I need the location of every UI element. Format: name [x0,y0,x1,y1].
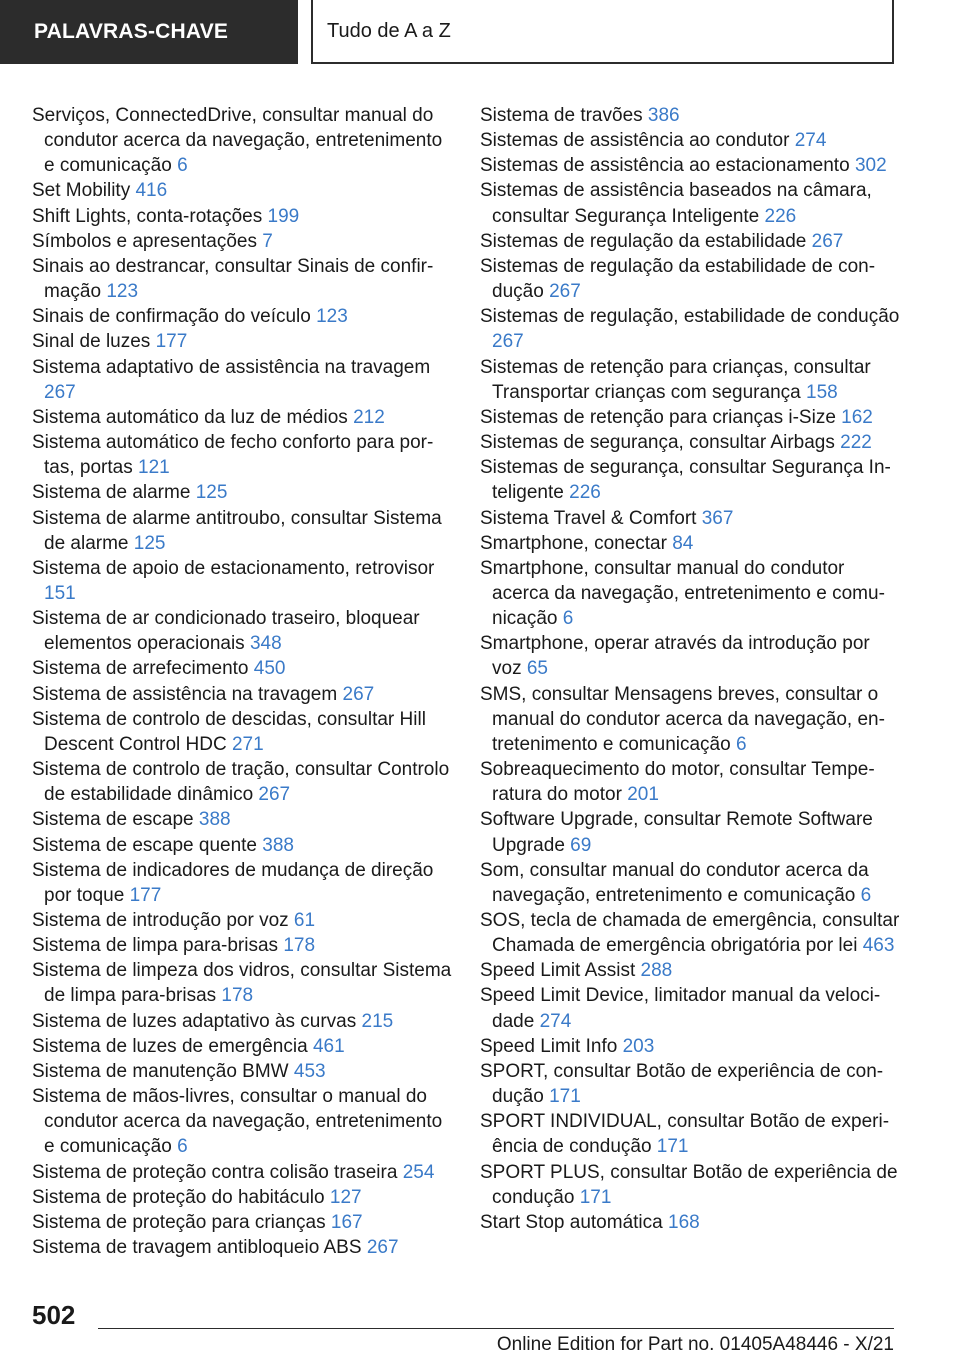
index-entry [32,656,452,681]
index-term: Smartphone, consultar manual do condutor acerca da navegação, entretenimento e comunicação [480,557,885,630]
index-entry [32,958,452,1008]
index-term: Sistema de manutenção BMW [32,1060,289,1082]
index-term: Sistema de introdução por voz [32,910,289,931]
page-reference-link[interactable]: 168 [668,1211,700,1233]
page-reference-link[interactable]: 201 [627,784,659,806]
index-entry [480,455,900,505]
index-entry [480,858,900,908]
page-reference-link[interactable]: 212 [353,406,385,428]
index-term: Sistema de alarme antitroubo, consultar Sistema de alarme [32,507,442,554]
index-entry [480,682,900,757]
index-entry [480,1109,900,1159]
section-title: PALAVRAS-CHAVE [34,20,229,43]
page-reference-link[interactable]: 267 [811,230,844,252]
page-reference-link[interactable]: 226 [764,205,797,227]
index-entry [32,254,452,304]
page-reference-link[interactable]: 6 [177,1136,188,1158]
page-reference-link[interactable]: 167 [330,1211,363,1233]
index-column-left [32,103,452,1260]
page-reference-link[interactable]: 271 [231,733,264,755]
page-reference-link[interactable]: 84 [672,532,694,554]
index-term: Sinais ao destrancar, consultar Sinais de confirmação [32,255,434,303]
index-term: Sistemas de regulação da estabilidade de condução [480,255,876,303]
page-reference-link[interactable]: 6 [735,733,747,755]
index-term: Sistema de indicadores de mudança de direção por toque [32,859,434,906]
index-entry [32,933,452,958]
index-entry [32,204,452,229]
index-entry [32,1185,452,1210]
page-reference-link[interactable]: 7 [262,230,273,252]
index-term: Sistemas de assistência baseados na câmara, consultar Segurança Inteligente [480,180,872,227]
index-term: SPORT, consultar Botão de experiência de condução [480,1060,884,1108]
index-entry [32,304,452,329]
index-term: Sistema automático de fecho conforto para portas, portas [32,432,434,479]
index-entry [480,958,900,983]
subsection-tab [311,0,894,64]
index-term: Sistema de mãos-livres, consultar o manual do condutor acerca da navegação, entretenimento e comunicação [32,1086,443,1158]
index-term: Sistema de escape [32,809,194,831]
index-term: Speed Limit Device, limitador manual da velocidade [480,985,881,1032]
index-term: Sistemas de assistência ao condutor [480,130,790,152]
index-entry [32,757,452,807]
index-entry [480,229,900,254]
index-term: Speed Limit Assist [480,960,636,982]
index-term: Sistemas de regulação, estabilidade de condução [480,306,900,328]
index-term: Sobreaquecimento do motor, consultar Temperatura do motor [480,759,875,806]
index-entry [480,757,900,807]
index-term: SPORT INDIVIDUAL, consultar Botão de experiência de condução [480,1111,890,1158]
index-term: Speed Limit Info [480,1035,618,1057]
index-entry [32,1210,452,1235]
page-reference-link[interactable]: 151 [44,582,76,604]
index-entry [480,807,900,857]
index-term: Software Upgrade, consultar Remote Software Upgrade [480,809,873,856]
page-reference-link[interactable]: 463 [862,935,895,957]
index-term: Som, consultar manual do condutor acerca da navegação, entretenimento e comunicação [480,859,869,906]
page-reference-link[interactable]: 416 [135,180,168,202]
index-term: Smartphone, operar através da introdução por voz [480,633,870,680]
index-entry [32,480,452,505]
index-term: Sistemas de segurança, consultar Airbags [480,432,835,454]
index-entry [32,103,452,178]
page-reference-link[interactable]: 61 [293,910,316,931]
index-term: Sinal de luzes [32,331,151,353]
page-reference-link[interactable]: 215 [361,1010,394,1032]
index-term: Sistema de arrefecimento [32,658,249,680]
index-term: Sistemas de retenção para crianças, consultar Transportar crianças com segurança [480,356,871,403]
page-reference-link[interactable]: 388 [198,809,231,831]
subsection-title: Tudo de A a Z [327,19,451,42]
index-term: Smartphone, conectar [480,532,667,554]
index-term: Sistema de escape quente [32,834,257,856]
page-reference-link[interactable]: 177 [155,331,188,353]
index-term: Sinais de confirmação do veículo [32,306,311,328]
index-entry [480,355,900,405]
index-entry [480,153,900,178]
page-reference-link[interactable]: 267 [342,683,375,705]
index-entry [32,229,452,254]
index-entry [480,103,900,128]
page-reference-link[interactable]: 6 [860,884,872,906]
page-reference-link[interactable]: 6 [562,608,574,630]
index-entry [32,1160,452,1185]
index-entry [480,254,900,304]
page-reference-link[interactable]: 125 [195,482,228,504]
page-reference-link[interactable]: 171 [656,1136,689,1158]
page-reference-link[interactable]: 267 [549,281,581,303]
page-reference-link[interactable]: 267 [258,784,291,806]
page-reference-link[interactable]: 226 [569,482,601,504]
index-entry [480,405,900,430]
page-reference-link[interactable]: 199 [267,205,300,227]
page-reference-link[interactable]: 450 [253,658,286,680]
index-entry [32,355,452,405]
index-entry [32,1059,452,1084]
index-term: Sistema adaptativo de assistência na travagem [32,356,431,378]
page-reference-link[interactable]: 121 [138,457,170,479]
index-term: Sistemas de regulação da estabilidade [480,230,807,252]
index-term: Sistema de proteção para crianças [32,1211,326,1233]
index-term: Set Mobility [32,180,131,202]
index-entry [32,858,452,908]
index-term: Sistema de luzes adaptativo às curvas [32,1010,357,1032]
page-reference-link[interactable]: 267 [366,1237,399,1259]
index-term: Sistemas de segurança, consultar Segurança Inteligente [480,457,891,504]
index-entry [480,304,900,354]
page-reference-link[interactable]: 178 [221,985,254,1007]
index-term: Sistema automático da luz de médios [32,406,348,428]
index-entry [480,178,900,228]
index-entry [32,556,452,606]
index-term: Sistema de controlo de tração, consultar Controlo de estabilidade dinâmico [32,759,450,806]
index-term: Sistema de limpeza dos vidros, consultar Sistema de limpa para-brisas [32,960,452,1007]
page-reference-link[interactable]: 123 [106,281,139,303]
index-column-right [480,103,900,1235]
index-term: Sistema Travel & Comfort [480,507,697,529]
index-entry [32,1084,452,1159]
page-reference-link[interactable]: 171 [549,1086,581,1108]
index-term: SPORT PLUS, consultar Botão de experiência de condução [480,1161,898,1208]
index-entry [32,606,452,656]
page-reference-link[interactable]: 388 [262,834,294,856]
page-header [0,0,960,66]
index-entry [32,329,452,354]
page-reference-link[interactable]: 386 [647,105,680,126]
index-entry [480,631,900,681]
index-entry [480,531,900,556]
index-entry [480,128,900,153]
index-entry [32,682,452,707]
index-entry [480,908,900,958]
page-reference-link[interactable]: 203 [622,1035,655,1057]
page-reference-link[interactable]: 127 [329,1186,362,1208]
page-reference-link[interactable]: 461 [312,1035,345,1057]
edition-note: Online Edition for Part no. 01405A48446 - X/21 [496,1334,894,1355]
index-entry [32,807,452,832]
page-reference-link[interactable]: 177 [129,884,162,906]
index-entry [480,1059,900,1109]
index-term: Símbolos e apresentações [32,230,257,252]
page-reference-link[interactable]: 6 [177,155,188,177]
index-entry [480,983,900,1033]
index-entry [32,1009,452,1034]
index-entry [32,1034,452,1059]
index-entry [480,430,900,455]
page-reference-link[interactable]: 267 [492,331,524,353]
page-reference-link[interactable]: 69 [570,834,592,856]
index-term: Sistema de travões [480,105,643,126]
index-entry [480,1160,900,1210]
index-term: Shift Lights, conta-rotações [32,205,263,227]
page-reference-link[interactable]: 267 [44,381,76,403]
page-reference-link[interactable]: 367 [701,507,734,529]
page-reference-link[interactable]: 254 [402,1161,435,1183]
index-entry [32,178,452,203]
page-reference-link[interactable]: 171 [579,1186,612,1208]
index-term: Sistema de proteção do habitáculo [32,1186,325,1208]
page-reference-link[interactable]: 302 [854,155,887,177]
page-reference-link[interactable]: 288 [640,960,673,982]
page-reference-link[interactable]: 178 [283,935,316,957]
index-entry [480,506,900,531]
index-term: Sistema de ar condicionado traseiro, bloquear elementos operacionais [32,608,420,655]
index-term: Start Stop automática [480,1211,663,1233]
page-reference-link[interactable]: 274 [539,1010,572,1032]
index-entry [32,430,452,480]
footer-divider [98,1328,894,1329]
index-entry [480,556,900,631]
index-term: Sistema de travagem antibloqueio ABS [32,1237,362,1259]
section-tab [0,0,298,64]
page-reference-link[interactable]: 453 [293,1060,326,1082]
index-entry [480,1210,900,1235]
page-reference-link[interactable]: 162 [841,406,873,428]
index-term: Sistema de proteção contra colisão traseira [32,1161,398,1183]
index-entry [32,405,452,430]
index-term: Sistema de controlo de descidas, consultar Hill Descent Control HDC [32,708,426,755]
page-reference-link[interactable]: 123 [316,306,348,328]
index-entry [480,1034,900,1059]
page-number: 502 [32,1300,76,1330]
index-entry [32,506,452,556]
index-term: SMS, consultar Mensagens breves, consultar o manual do condutor acerca da navegação, entretenimento e comunicação [480,683,885,755]
index-entry [32,707,452,757]
index-entry [32,908,452,933]
index-term: Sistema de assistência na travagem [32,683,338,705]
index-term: Sistemas de retenção para crianças i-Size [480,406,836,428]
index-term: Sistema de apoio de estacionamento, retrovisor [32,557,435,579]
page-reference-link[interactable]: 348 [249,633,282,655]
index-entry [32,833,452,858]
index-term: Sistemas de assistência ao estacionamento [480,155,850,177]
page-reference-link[interactable]: 158 [806,381,838,403]
index-term: Sistema de luzes de emergência [32,1035,308,1057]
page-reference-link[interactable]: 125 [133,532,166,554]
index-entry [32,1235,452,1260]
index-term: Sistema de limpa para-brisas [32,935,279,957]
page-reference-link[interactable]: 65 [526,658,548,680]
page-reference-link[interactable]: 222 [840,432,872,454]
page-reference-link[interactable]: 274 [794,130,827,152]
index-term: Serviços, ConnectedDrive, consultar manual do condutor acerca da navegação, entretenimento e comunicação [32,105,443,177]
index-term: Sistema de alarme [32,482,191,504]
index-term: SOS, tecla de chamada de emergência, consultar Chamada de emergência obrigatória por lei [480,910,900,957]
